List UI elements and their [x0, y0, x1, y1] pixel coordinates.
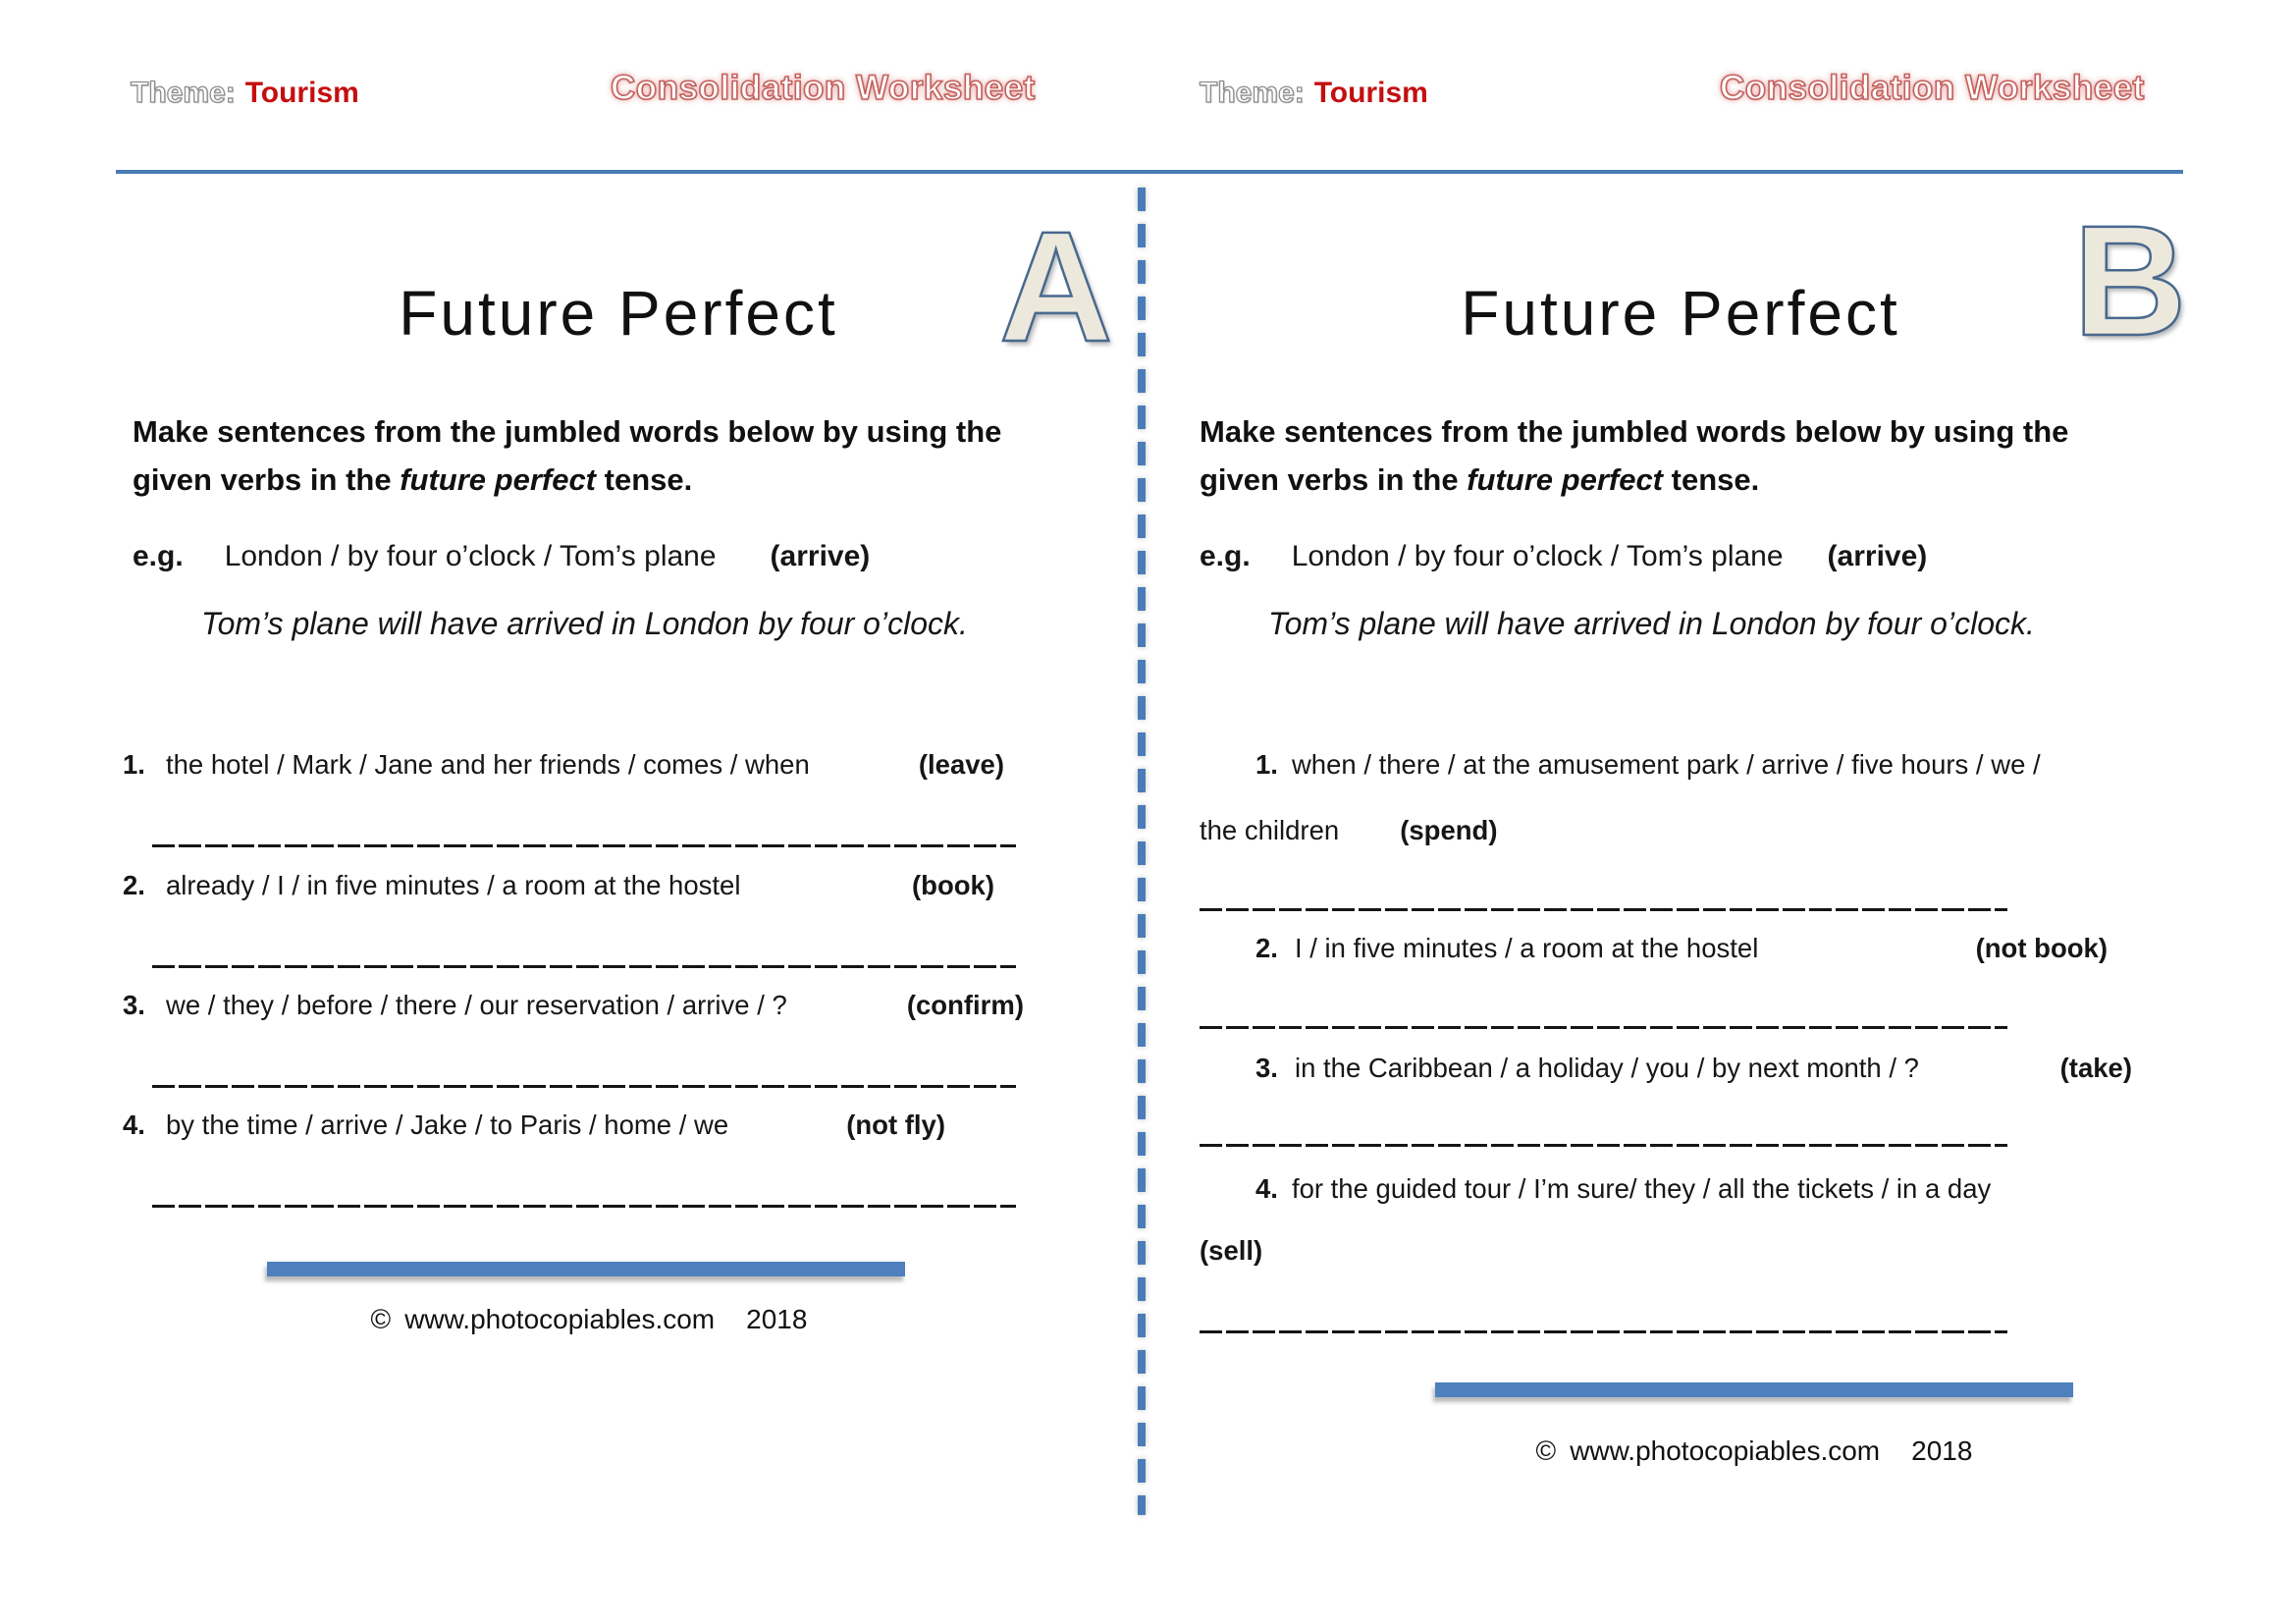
- exercise-item: [1200, 1173, 2232, 1205]
- item-verb: (leave): [918, 749, 1004, 780]
- theme-header-right: [1200, 77, 1428, 110]
- example-verb: (arrive): [1827, 540, 1928, 572]
- example-label: e.g.: [133, 540, 184, 572]
- item-jumble: already / I / in five minutes / a room at the hostel: [166, 870, 741, 900]
- copyright-symbol: ©: [370, 1304, 392, 1334]
- item-jumble: for the guided tour / I’m sure/ they / all the tickets / in a day: [1291, 1173, 1992, 1204]
- theme-header-left: [131, 77, 359, 110]
- copyright-symbol: ©: [1535, 1435, 1557, 1466]
- instructions-text: tense.: [596, 462, 693, 497]
- copyright-year: 2018: [1911, 1435, 1973, 1466]
- item-verb: (book): [911, 870, 994, 900]
- footer-bar-b: [1435, 1382, 2073, 1397]
- exercise-item-continued: [1200, 815, 2176, 846]
- exercise-item: [123, 1110, 1024, 1141]
- header-rule: [116, 170, 2183, 174]
- instructions-a: [133, 407, 1085, 504]
- item-number: 3.: [1255, 1053, 1278, 1083]
- item-jumble: I / in five minutes / a room at the hostel: [1295, 933, 1759, 963]
- item-jumble: we / they / before / there / our reservation / arrive / ?: [166, 990, 787, 1020]
- exercise-item: [123, 749, 1024, 781]
- item-verb: (not fly): [846, 1110, 945, 1140]
- website-url: www.photocopiables.com: [1570, 1435, 1881, 1466]
- item-number: 3.: [123, 990, 145, 1020]
- item-jumble: the children: [1200, 815, 1340, 845]
- answer-line: [152, 965, 1016, 968]
- example-answer-b: Tom’s plane will have arrived in London by four o’clock.: [1268, 606, 2035, 641]
- theme-label: Theme:: [131, 77, 236, 109]
- answer-line: [1200, 1144, 2007, 1147]
- page-title-a: Future Perfect: [399, 278, 838, 349]
- item-verb: (not book): [1975, 933, 2108, 963]
- theme-label: Theme:: [1200, 77, 1305, 109]
- example-row-b: [1200, 540, 1927, 573]
- version-letter-b: B: [2073, 192, 2187, 368]
- exercise-item: [1200, 749, 2232, 781]
- example-verb: (arrive): [770, 540, 871, 572]
- item-number: 1.: [123, 749, 145, 780]
- website-url: www.photocopiables.com: [404, 1304, 716, 1334]
- cut-line-divider: [1138, 188, 1146, 1515]
- item-number: 2.: [1255, 933, 1278, 963]
- copyright-footer-a: [147, 1304, 1031, 1335]
- page-title-b: Future Perfect: [1461, 278, 1900, 349]
- example-jumble: London / by four o’clock / Tom’s plane: [1291, 540, 1784, 572]
- exercise-item: [1200, 1053, 2176, 1084]
- example-row-a: [133, 540, 870, 573]
- answer-line: [152, 1085, 1016, 1088]
- instructions-emphasis: future perfect: [400, 462, 597, 497]
- worksheet-type-title-left: Consolidation Worksheet: [611, 69, 1036, 107]
- footer-bar-a: [267, 1262, 905, 1276]
- version-letter-a: A: [999, 198, 1113, 374]
- exercise-item: [123, 990, 1024, 1021]
- instructions-text: tense.: [1663, 462, 1760, 497]
- example-answer-a: Tom’s plane will have arrived in London by four o’clock.: [201, 606, 968, 641]
- item-verb: (take): [2059, 1053, 2132, 1083]
- item-number: 4.: [1255, 1173, 1278, 1204]
- example-jumble: London / by four o’clock / Tom’s plane: [224, 540, 717, 572]
- item-jumble: the hotel / Mark / Jane and her friends / comes / when: [166, 749, 810, 780]
- item-jumble: by the time / arrive / Jake / to Paris / home / we: [166, 1110, 729, 1140]
- item-verb: (sell): [1200, 1235, 1263, 1266]
- example-label: e.g.: [1200, 540, 1251, 572]
- answer-line: [1200, 1026, 2007, 1029]
- item-verb: (confirm): [906, 990, 1024, 1020]
- copyright-year: 2018: [746, 1304, 808, 1334]
- theme-value: Tourism: [1313, 77, 1428, 109]
- copyright-footer-b: [1312, 1435, 2196, 1467]
- item-jumble: in the Caribbean / a holiday / you / by next month / ?: [1295, 1053, 1919, 1083]
- item-number: 1.: [1255, 749, 1278, 780]
- item-number: 4.: [123, 1110, 145, 1140]
- item-number: 2.: [123, 870, 145, 900]
- instructions-emphasis: future perfect: [1467, 462, 1664, 497]
- instructions-text: Make sentences from the jumbled words below by using the given verbs in the: [1200, 414, 2069, 497]
- instructions-b: [1200, 407, 2152, 504]
- answer-line: [1200, 1330, 2007, 1333]
- exercise-item: [1200, 933, 2176, 964]
- item-jumble: when / there / at the amusement park / arrive / five hours / we /: [1291, 749, 2041, 780]
- theme-value: Tourism: [244, 77, 359, 109]
- answer-line: [152, 1205, 1016, 1208]
- item-verb: (spend): [1400, 815, 1498, 845]
- instructions-text: Make sentences from the jumbled words below by using the given verbs in the: [133, 414, 1002, 497]
- worksheet-type-title-right: Consolidation Worksheet: [1720, 69, 2145, 107]
- answer-line: [152, 844, 1016, 847]
- exercise-item: [123, 870, 1024, 901]
- answer-line: [1200, 908, 2007, 911]
